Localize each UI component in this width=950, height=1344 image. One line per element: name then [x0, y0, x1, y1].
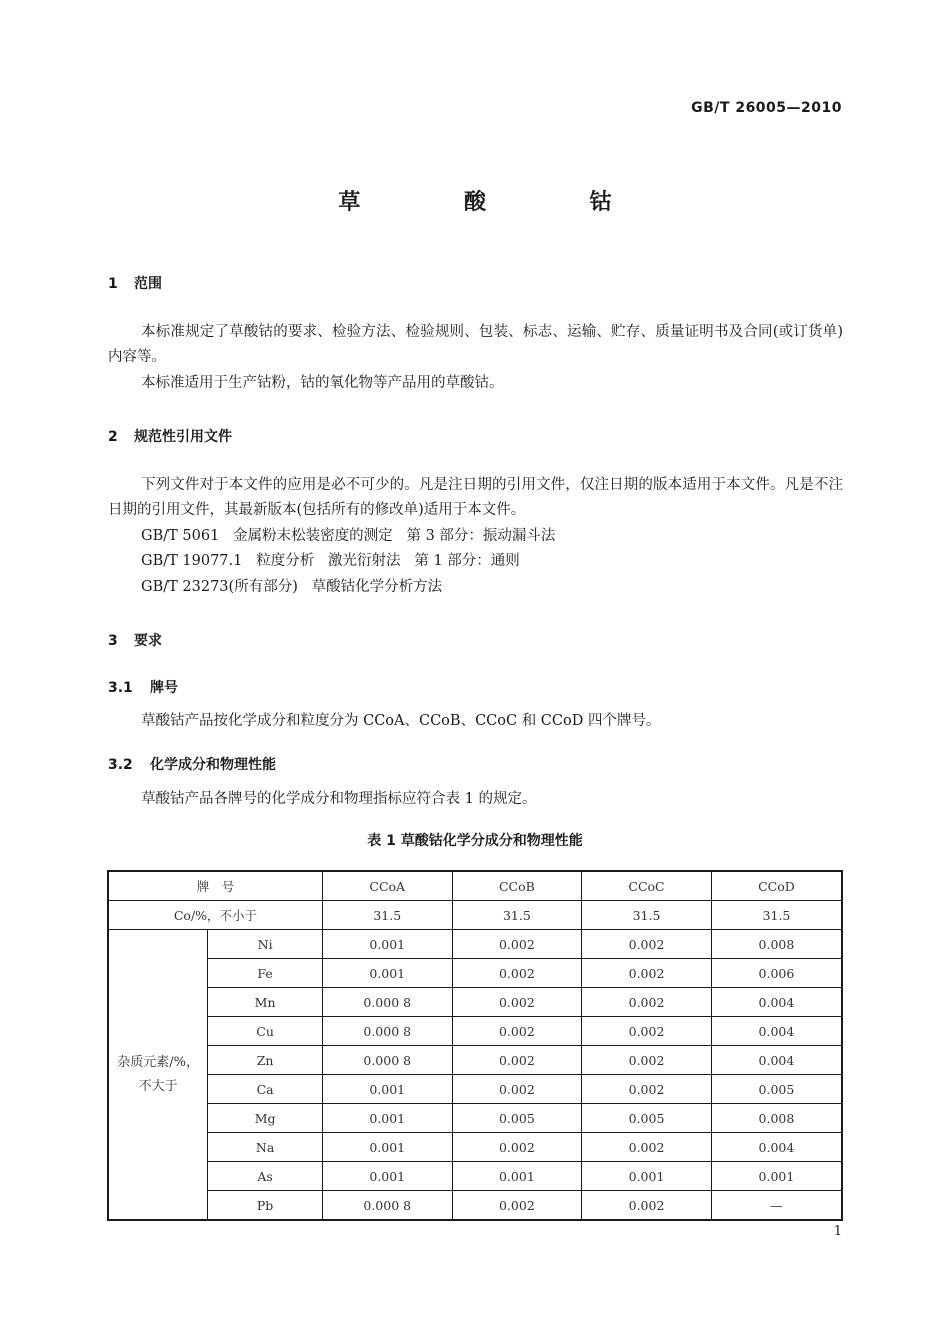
- table-row: [108, 901, 842, 930]
- spec-table: [107, 870, 843, 1221]
- table-cell: 0.001: [322, 959, 452, 988]
- table-cell: 0.002: [452, 959, 582, 988]
- table-cell: 0.005: [452, 1104, 582, 1133]
- section-title: 规范性引用文件: [134, 429, 232, 445]
- paragraph: 草酸钴产品各牌号的化学成分和物理指标应符合表 1 的规定。: [141, 791, 537, 807]
- table-cell: 31.5: [322, 901, 452, 930]
- section-1-heading: [108, 273, 162, 293]
- table-row: [108, 930, 842, 959]
- paragraph: 本标准规定了草酸钴的要求、检验方法、检验规则、包装、标志、运输、贮存、质量证明书及合同(或订货单)内容等。: [108, 324, 843, 365]
- table-row: [108, 1133, 842, 1162]
- table-cell: 0.004: [711, 1133, 842, 1162]
- element-cell: As: [208, 1162, 323, 1191]
- section-title: 要求: [134, 633, 162, 649]
- section-title: 化学成分和物理性能: [150, 757, 276, 773]
- table-cell: 0.002: [452, 1017, 582, 1046]
- element-cell: Pb: [208, 1191, 323, 1221]
- table-cell: —: [711, 1191, 842, 1221]
- page-number: 1: [833, 1224, 842, 1239]
- section-3-1-heading: [108, 677, 178, 697]
- section-number: 3.1: [108, 680, 133, 696]
- section-number: 2: [108, 429, 118, 445]
- table-header-cell: CCoA: [322, 871, 452, 901]
- table-cell: 0.001: [322, 1075, 452, 1104]
- table-cell: 0.002: [452, 1075, 582, 1104]
- table-cell: 0.008: [711, 1104, 842, 1133]
- table-cell: 0.002: [452, 1133, 582, 1162]
- document-code: GB/T 26005—2010: [691, 100, 842, 116]
- table-header-row: [108, 871, 842, 901]
- section-number: 3.2: [108, 757, 133, 773]
- paragraph: 草酸钴产品按化学成分和粒度分为 CCoA、CCoB、CCoC 和 CCoD 四个牌号。: [141, 713, 661, 729]
- document-title: 草 酸 钴: [338, 190, 660, 215]
- element-cell: Fe: [208, 959, 323, 988]
- table-cell: 0.002: [582, 1017, 712, 1046]
- table-cell: 0.004: [711, 1017, 842, 1046]
- table-row: [108, 1075, 842, 1104]
- table-cell: 0.008: [711, 930, 842, 959]
- table-cell: 0.002: [452, 988, 582, 1017]
- table-cell: 0.002: [452, 1191, 582, 1221]
- table-row: [108, 959, 842, 988]
- section-3-2-heading: [108, 754, 276, 774]
- table-cell: 0.000 8: [322, 1191, 452, 1221]
- table-cell: 0.002: [582, 1075, 712, 1104]
- table-cell: 0.001: [582, 1162, 712, 1191]
- table-cell: 0.000 8: [322, 1046, 452, 1075]
- element-cell: Cu: [208, 1017, 323, 1046]
- element-cell: Mg: [208, 1104, 323, 1133]
- table-header-cell: CCoC: [582, 871, 712, 901]
- table-cell: 0.002: [582, 1191, 712, 1221]
- table-cell: 0.005: [711, 1075, 842, 1104]
- table-cell: 0.000 8: [322, 988, 452, 1017]
- table-cell: 0.002: [582, 1046, 712, 1075]
- reference-item: GB/T 19077.1 粒度分析 激光衍射法 第 1 部分：通则: [141, 553, 520, 569]
- table-cell: 0.001: [322, 1162, 452, 1191]
- table-row: [108, 1017, 842, 1046]
- table-caption: 表 1 草酸钴化学分成分和物理性能: [367, 833, 583, 849]
- table-cell: 0.006: [711, 959, 842, 988]
- paragraph: 下列文件对于本文件的应用是必不可少的。凡是注日期的引用文件，仅注日期的版本适用于本文件。凡是不注日期的引用文件，其最新版本(包括所有的修改单)适用于本文件。: [108, 477, 843, 518]
- section-2-heading: [108, 426, 232, 446]
- element-cell: Ca: [208, 1075, 323, 1104]
- table-cell: 0.002: [582, 1133, 712, 1162]
- table-cell: 0.001: [322, 1104, 452, 1133]
- table-cell: 0.002: [582, 930, 712, 959]
- table-cell: 0.004: [711, 1046, 842, 1075]
- table-row: [108, 988, 842, 1017]
- table-cell: 0.000 8: [322, 1017, 452, 1046]
- table-cell: 31.5: [711, 901, 842, 930]
- section-number: 3: [108, 633, 118, 649]
- section-3-heading: [108, 630, 162, 650]
- section-title: 范围: [134, 276, 162, 292]
- section-title: 牌号: [150, 680, 178, 696]
- table-row: [108, 1191, 842, 1221]
- section-number: 1: [108, 276, 118, 292]
- element-cell: Mn: [208, 988, 323, 1017]
- table-row: [108, 1046, 842, 1075]
- table-cell: Co/%，不小于: [108, 901, 322, 930]
- impurity-group-label: 不大于: [138, 1078, 178, 1094]
- table-row: [108, 1104, 842, 1133]
- table-cell: 31.5: [582, 901, 712, 930]
- element-cell: Ni: [208, 930, 323, 959]
- paragraph: 本标准适用于生产钴粉，钴的氧化物等产品用的草酸钴。: [141, 375, 504, 391]
- reference-item: GB/T 23273(所有部分) 草酸钴化学分析方法: [141, 579, 443, 595]
- table-cell: 0.004: [711, 988, 842, 1017]
- table-header-cell: 牌 号: [108, 871, 322, 901]
- element-cell: Na: [208, 1133, 323, 1162]
- impurity-group-label: 杂质元素/%，: [117, 1054, 199, 1070]
- table-cell: 0.002: [452, 930, 582, 959]
- element-cell: Zn: [208, 1046, 323, 1075]
- table-cell: 0.001: [711, 1162, 842, 1191]
- table-cell: 0.002: [452, 1046, 582, 1075]
- table-cell: 0.005: [582, 1104, 712, 1133]
- table-cell: 0.001: [452, 1162, 582, 1191]
- reference-item: GB/T 5061 金属粉末松装密度的测定 第 3 部分：振动漏斗法: [141, 528, 556, 544]
- impurity-group-cell: [108, 930, 208, 1221]
- table-cell: 0.002: [582, 959, 712, 988]
- table-row: [108, 1162, 842, 1191]
- table-header-cell: CCoD: [711, 871, 842, 901]
- table-cell: 31.5: [452, 901, 582, 930]
- table-cell: 0.001: [322, 1133, 452, 1162]
- table-cell: 0.001: [322, 930, 452, 959]
- table-cell: 0.002: [582, 988, 712, 1017]
- table-header-cell: CCoB: [452, 871, 582, 901]
